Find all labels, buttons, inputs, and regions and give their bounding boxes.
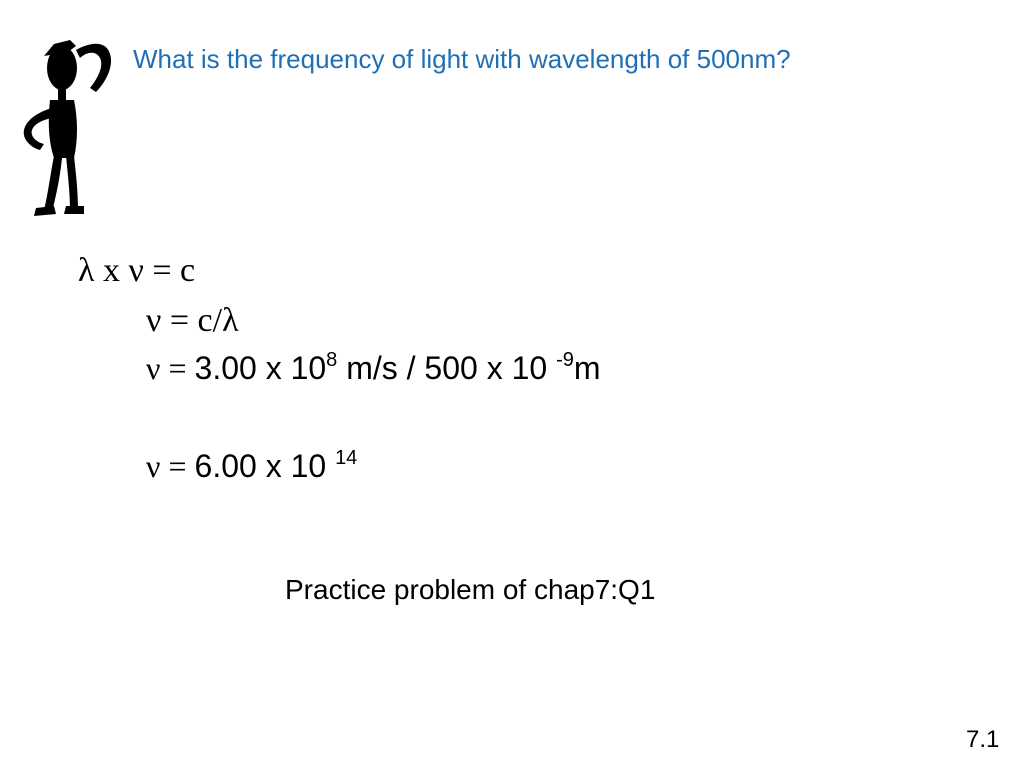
- frequency-formula: ν = c/λ: [146, 302, 239, 339]
- result-value: 6.00 x 10: [194, 448, 336, 484]
- substitution-line: [146, 349, 601, 386]
- exponent: 8: [326, 349, 338, 371]
- wave-equation: λ x ν = c: [78, 252, 196, 289]
- question-heading: What is the frequency of light with wavelength of 500nm?: [133, 44, 791, 74]
- slide-number: 7.1: [966, 726, 1000, 753]
- practice-label: Practice problem of chap7:Q1: [285, 574, 656, 605]
- divisor-text: m/s / 500 x 10: [337, 350, 557, 386]
- nu-equals-symbol: ν =: [146, 448, 195, 484]
- unit-text: m: [573, 350, 601, 386]
- exponent: -9: [556, 349, 574, 371]
- nu-equals-symbol: ν =: [146, 350, 195, 386]
- result-line: [146, 447, 358, 484]
- speed-of-light-value: 3.00 x 10: [194, 350, 327, 386]
- exponent: 14: [335, 447, 358, 469]
- thinking-stick-figure-icon: [10, 30, 120, 222]
